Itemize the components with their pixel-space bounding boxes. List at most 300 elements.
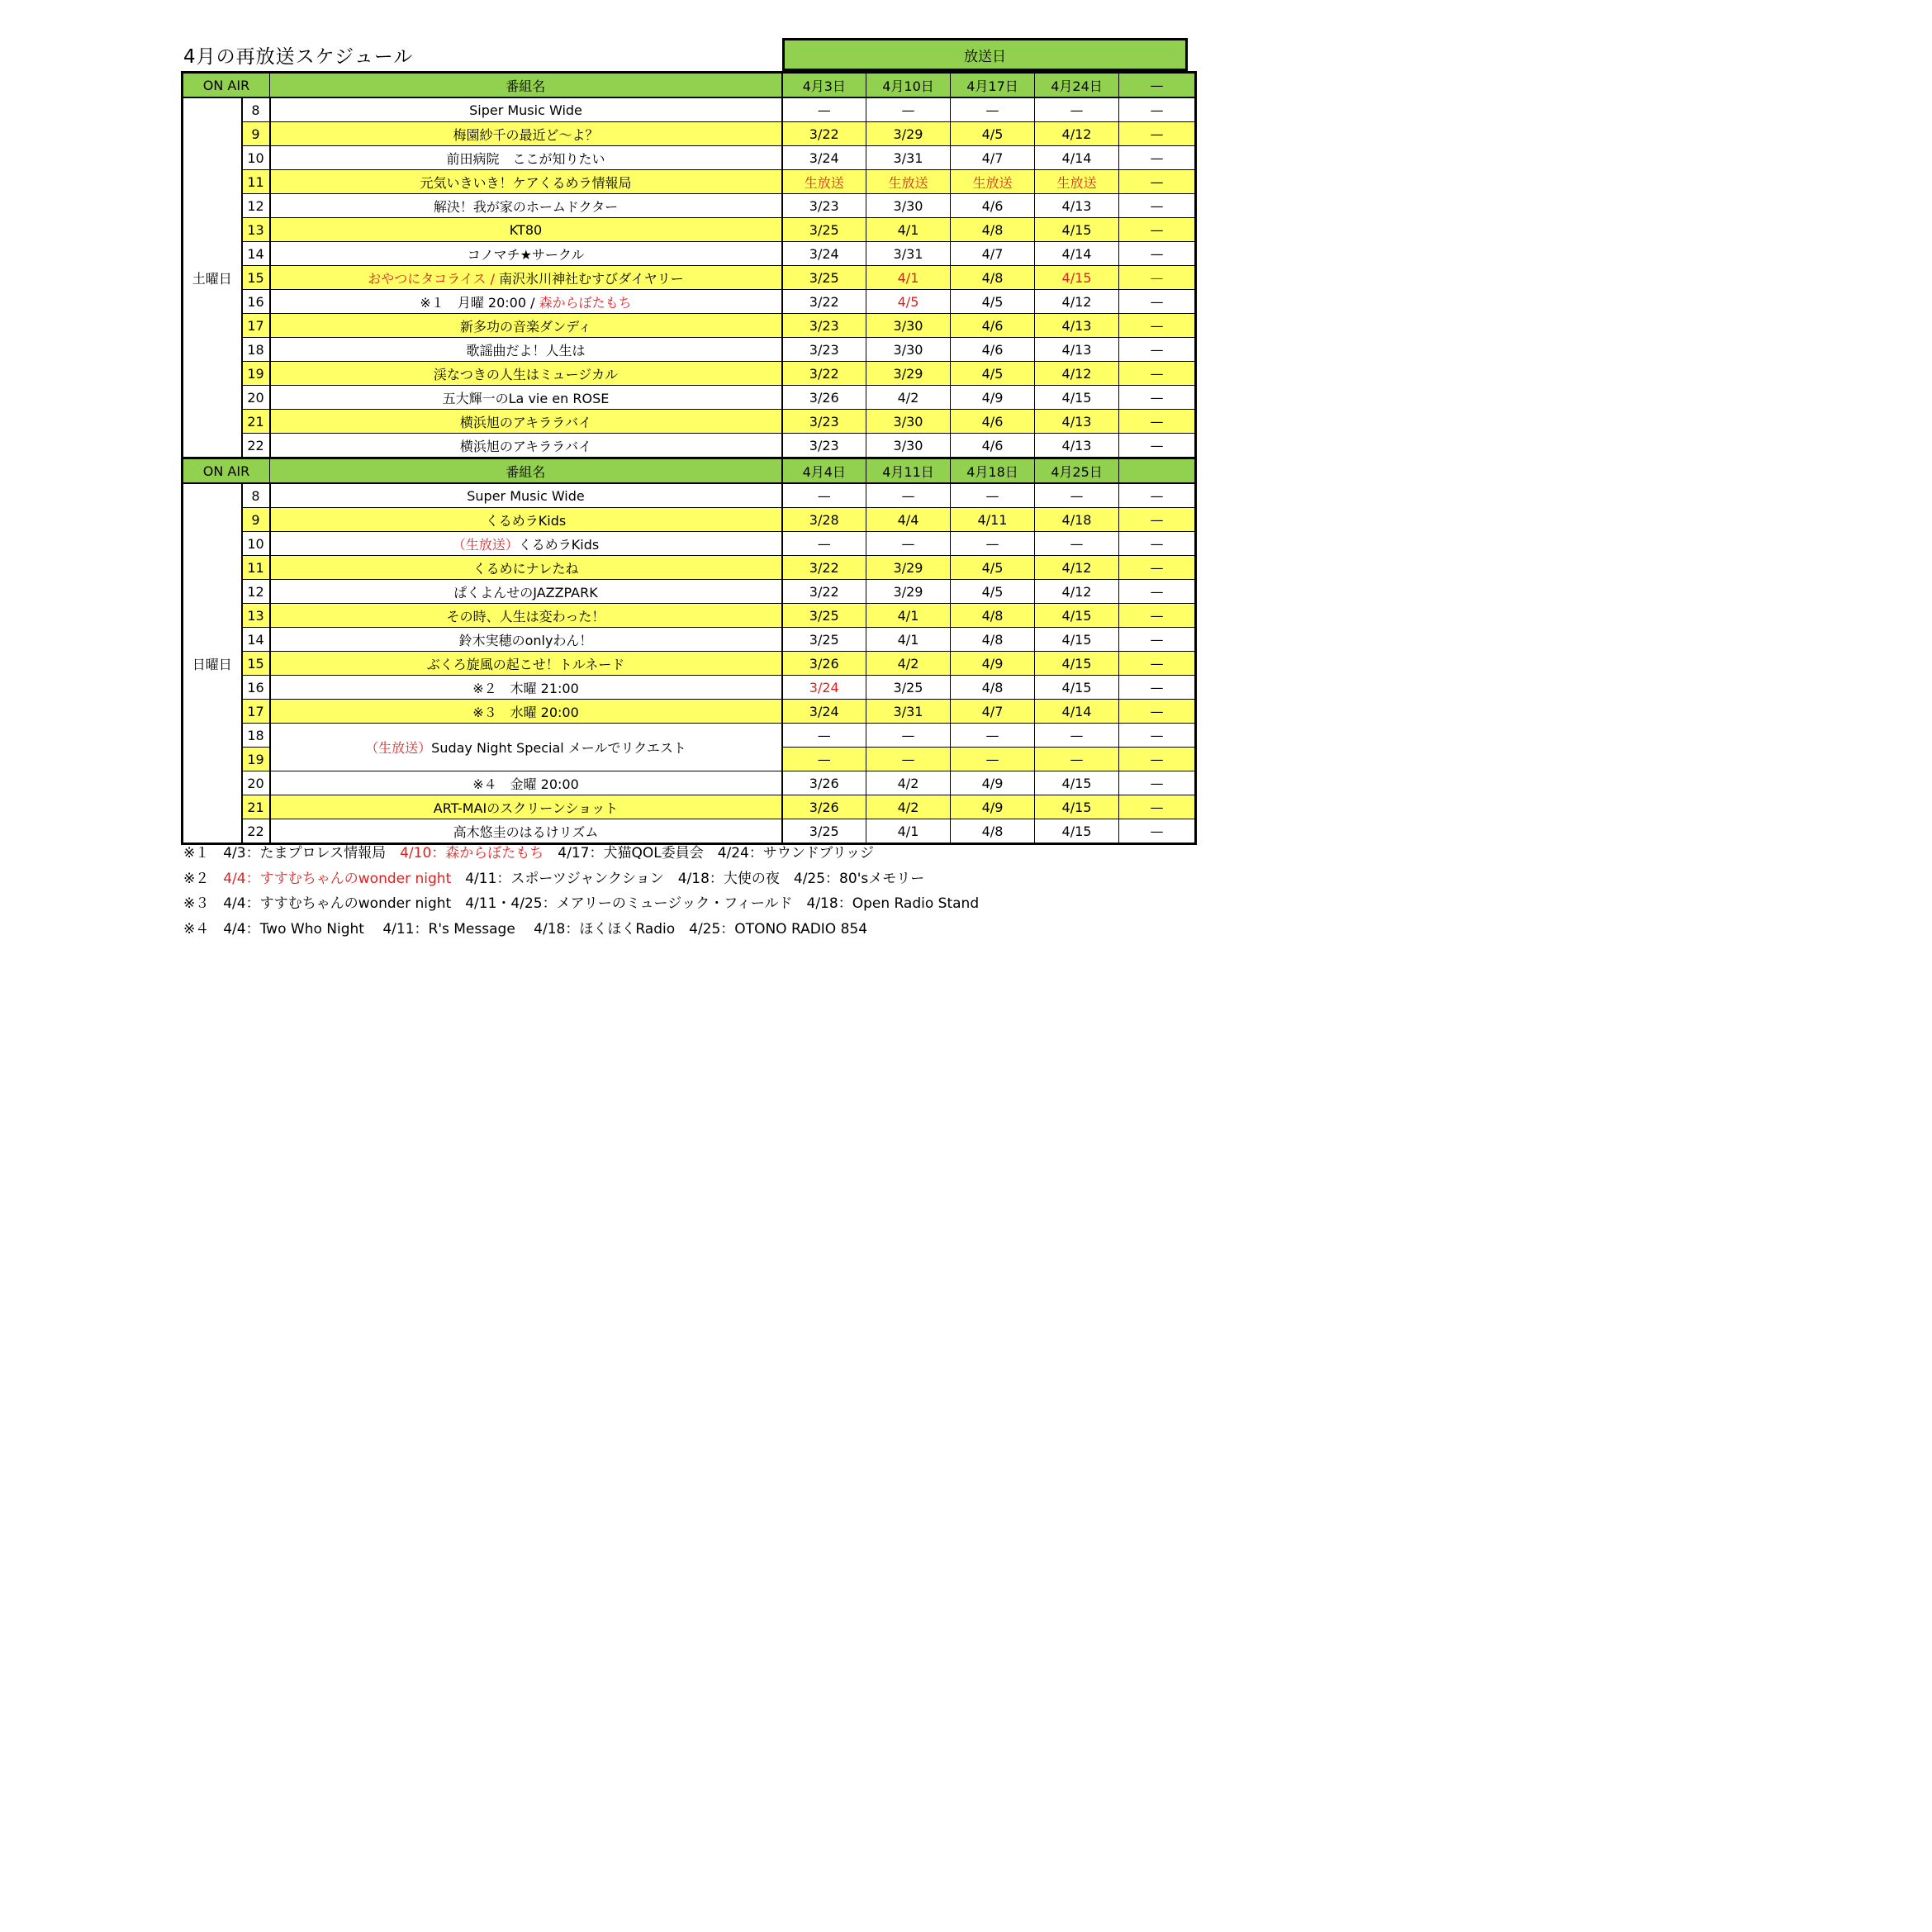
date-cell: — xyxy=(866,724,951,748)
program-text: 森からぼたもち xyxy=(539,294,632,311)
program-text: くるめラKids xyxy=(485,512,567,529)
date-cell: — xyxy=(1119,290,1196,314)
date-cell: 4/1 xyxy=(866,266,951,290)
date-cell: — xyxy=(1119,724,1196,748)
date-cell: 3/25 xyxy=(782,604,866,628)
date-cell: 4/6 xyxy=(951,434,1035,458)
time-cell: 9 xyxy=(242,122,270,146)
date-cell: — xyxy=(866,532,951,556)
date-cell: — xyxy=(1119,386,1196,410)
footnote-text: ※２ xyxy=(183,870,224,887)
date-header: 4月4日 xyxy=(782,458,866,484)
footnote-line xyxy=(183,866,979,892)
date-cell: 3/26 xyxy=(782,771,866,795)
program-cell xyxy=(270,556,782,580)
schedule-row xyxy=(183,362,1196,386)
date-cell: 生放送 xyxy=(951,170,1035,194)
date-cell: 3/25 xyxy=(866,676,951,700)
program-text: Siper Music Wide xyxy=(469,102,582,118)
date-cell: 3/22 xyxy=(782,362,866,386)
footnote-text: 4/10：森からぼたもち xyxy=(400,845,544,862)
schedule-row xyxy=(183,218,1196,242)
date-cell: — xyxy=(1035,532,1119,556)
date-cell: — xyxy=(951,724,1035,748)
date-cell: 4/2 xyxy=(866,771,951,795)
program-text: 横浜旭のアキララバイ xyxy=(459,414,592,430)
program-cell xyxy=(270,580,782,604)
date-cell: — xyxy=(1035,483,1119,508)
date-cell: 4/8 xyxy=(951,218,1035,242)
date-cell: 4/15 xyxy=(1035,386,1119,410)
time-cell: 14 xyxy=(242,628,270,652)
schedule-row xyxy=(183,146,1196,170)
date-cell: 4/5 xyxy=(951,290,1035,314)
date-cell: — xyxy=(782,724,866,748)
date-cell: — xyxy=(951,97,1035,122)
program-cell xyxy=(270,795,782,819)
time-cell: 17 xyxy=(242,314,270,338)
date-cell: 3/30 xyxy=(866,434,951,458)
program-cell xyxy=(270,314,782,338)
program-cell xyxy=(270,434,782,458)
date-cell: 3/24 xyxy=(782,700,866,724)
date-cell: 4/8 xyxy=(951,819,1035,844)
program-cell xyxy=(270,362,782,386)
date-cell: — xyxy=(1119,194,1196,218)
date-cell: 4/18 xyxy=(1035,508,1119,532)
date-cell: — xyxy=(1119,410,1196,434)
time-cell: 22 xyxy=(242,434,270,458)
date-cell: 3/31 xyxy=(866,242,951,266)
date-cell: — xyxy=(866,483,951,508)
schedule-row xyxy=(183,290,1196,314)
date-cell: 4/6 xyxy=(951,194,1035,218)
program-text: / xyxy=(486,270,500,287)
time-cell: 16 xyxy=(242,290,270,314)
schedule-row xyxy=(183,652,1196,676)
schedule-row xyxy=(183,170,1196,194)
date-cell: — xyxy=(1119,652,1196,676)
time-cell: 12 xyxy=(242,580,270,604)
date-cell: — xyxy=(1119,795,1196,819)
program-cell xyxy=(270,532,782,556)
program-text: 横浜旭のアキララバイ xyxy=(459,438,592,454)
time-cell: 17 xyxy=(242,700,270,724)
date-cell: 3/23 xyxy=(782,410,866,434)
schedule-row xyxy=(183,434,1196,458)
date-cell: — xyxy=(1119,170,1196,194)
program-cell xyxy=(270,628,782,652)
program-cell xyxy=(270,170,782,194)
footnote-text: ※１ 4/3：たまプロレス情報局 xyxy=(183,845,401,862)
schedule-row xyxy=(183,580,1196,604)
date-cell: 4/7 xyxy=(951,146,1035,170)
date-cell: 生放送 xyxy=(1035,170,1119,194)
time-cell: 13 xyxy=(242,218,270,242)
program-cell xyxy=(270,410,782,434)
date-cell: 3/26 xyxy=(782,652,866,676)
date-cell: 4/12 xyxy=(1035,122,1119,146)
program-cell xyxy=(270,218,782,242)
program-cell xyxy=(270,97,782,122)
program-text: その時、人生は変わった！ xyxy=(446,608,605,624)
time-cell: 20 xyxy=(242,771,270,795)
time-cell: 11 xyxy=(242,556,270,580)
date-cell: 3/23 xyxy=(782,338,866,362)
time-cell: 20 xyxy=(242,386,270,410)
date-cell: 4/1 xyxy=(866,604,951,628)
time-cell: 15 xyxy=(242,652,270,676)
schedule-table xyxy=(181,71,1197,845)
date-cell: 4/8 xyxy=(951,266,1035,290)
program-text: ぶくろ旋風の起こせ！トルネード xyxy=(426,656,625,672)
program-text: KT80 xyxy=(509,221,543,238)
date-cell: 4/5 xyxy=(951,362,1035,386)
date-cell: 3/24 xyxy=(782,146,866,170)
day-label: 日曜日 xyxy=(183,483,242,844)
program-cell xyxy=(270,604,782,628)
date-cell: 3/25 xyxy=(782,266,866,290)
program-cell xyxy=(270,819,782,844)
program-text: 渓なつきの人生はミュージカル xyxy=(433,366,619,382)
program-text: 高木悠圭のはるけリズム xyxy=(453,824,599,840)
date-cell: 4/9 xyxy=(951,386,1035,410)
footnote-text: 4/17：犬猫QOL委員会 4/24：サウンドブリッジ xyxy=(544,845,874,862)
date-cell: 4/15 xyxy=(1035,652,1119,676)
program-cell xyxy=(270,242,782,266)
date-cell: — xyxy=(1119,532,1196,556)
schedule-row xyxy=(183,819,1196,844)
date-cell: 3/25 xyxy=(782,218,866,242)
program-cell xyxy=(270,338,782,362)
schedule-row xyxy=(183,194,1196,218)
date-cell: 3/31 xyxy=(866,146,951,170)
time-cell: 22 xyxy=(242,819,270,844)
date-cell: 4/12 xyxy=(1035,556,1119,580)
program-text: ※４ 金曜 20:00 xyxy=(472,776,579,792)
schedule-row xyxy=(183,122,1196,146)
date-cell: 4/15 xyxy=(1035,771,1119,795)
date-cell: 3/24 xyxy=(782,676,866,700)
date-cell: 3/25 xyxy=(782,819,866,844)
date-cell: 3/26 xyxy=(782,386,866,410)
program-cell xyxy=(270,194,782,218)
date-cell: — xyxy=(1119,483,1196,508)
schedule-row xyxy=(183,700,1196,724)
date-cell: 3/30 xyxy=(866,194,951,218)
time-cell: 10 xyxy=(242,146,270,170)
date-cell: 4/13 xyxy=(1035,410,1119,434)
date-cell: — xyxy=(1119,580,1196,604)
schedule-row xyxy=(183,508,1196,532)
date-cell: — xyxy=(1119,338,1196,362)
schedule-row xyxy=(183,556,1196,580)
time-cell: 19 xyxy=(242,748,270,771)
date-cell: — xyxy=(1119,819,1196,844)
date-cell: 3/23 xyxy=(782,434,866,458)
program-text: ※１ 月曜 20:00 / xyxy=(420,294,539,311)
program-cell xyxy=(270,122,782,146)
date-cell: 4/6 xyxy=(951,410,1035,434)
page-title: 4月の再放送スケジュール xyxy=(183,46,414,68)
schedule-row xyxy=(183,266,1196,290)
date-cell: 4/14 xyxy=(1035,146,1119,170)
date-cell: 4/2 xyxy=(866,795,951,819)
program-text: 新多功の音楽ダンディ xyxy=(460,318,591,335)
time-cell: 14 xyxy=(242,242,270,266)
program-text: （生放送） xyxy=(365,740,432,756)
schedule-row xyxy=(183,314,1196,338)
date-cell: — xyxy=(1119,508,1196,532)
date-cell: 3/30 xyxy=(866,410,951,434)
date-cell: 3/30 xyxy=(866,338,951,362)
date-cell: 4/12 xyxy=(1035,580,1119,604)
program-text: 南沢氷川神社むすびダイヤリー xyxy=(499,270,684,287)
schedule-row xyxy=(183,97,1196,122)
date-cell: 3/31 xyxy=(866,700,951,724)
date-cell: 3/22 xyxy=(782,122,866,146)
program-text: （生放送） xyxy=(452,536,519,553)
time-cell: 15 xyxy=(242,266,270,290)
date-cell: 3/22 xyxy=(782,556,866,580)
date-cell: — xyxy=(951,748,1035,771)
schedule-row xyxy=(183,724,1196,748)
date-cell: — xyxy=(1119,242,1196,266)
date-cell: 3/29 xyxy=(866,556,951,580)
on-air-header: ON AIR xyxy=(183,73,270,98)
date-cell: 4/14 xyxy=(1035,700,1119,724)
date-cell: — xyxy=(866,97,951,122)
program-text: 元気いきいき！ケアくるめラ情報局 xyxy=(420,174,632,191)
date-cell: 4/1 xyxy=(866,218,951,242)
date-cell: 4/8 xyxy=(951,604,1035,628)
time-cell: 19 xyxy=(242,362,270,386)
schedule-row xyxy=(183,771,1196,795)
program-cell xyxy=(270,146,782,170)
schedule-row xyxy=(183,483,1196,508)
program-text: 梅園紗千の最近ど～よ？ xyxy=(453,126,599,143)
footnote-line xyxy=(183,841,979,866)
date-cell: 4/15 xyxy=(1035,795,1119,819)
program-cell xyxy=(270,508,782,532)
program-cell xyxy=(270,290,782,314)
date-cell: — xyxy=(1119,434,1196,458)
date-cell: — xyxy=(782,748,866,771)
footnote-text: 4/4：すすむちゃんのwonder night xyxy=(223,870,452,887)
date-header: 4月17日 xyxy=(951,73,1035,98)
date-cell: — xyxy=(1119,628,1196,652)
date-header: 4月24日 xyxy=(1035,73,1119,98)
schedule-row xyxy=(183,604,1196,628)
date-header: 4月11日 xyxy=(866,458,951,484)
time-cell: 10 xyxy=(242,532,270,556)
program-text: 前田病院 ここが知りたい xyxy=(446,150,605,167)
date-header: 4月18日 xyxy=(951,458,1035,484)
date-header: 4月3日 xyxy=(782,73,866,98)
time-cell: 11 xyxy=(242,170,270,194)
date-cell: 4/6 xyxy=(951,338,1035,362)
header-row xyxy=(183,458,1196,484)
date-cell: 3/25 xyxy=(782,628,866,652)
program-text: 解決！我が家のホームドクター xyxy=(433,198,619,215)
date-cell: 生放送 xyxy=(866,170,951,194)
footnote-text: 4/11：スポーツジャンクション 4/18：大使の夜 4/25：80'sメモリー xyxy=(451,870,925,887)
program-text: Suday Night Special メールでリクエスト xyxy=(431,740,686,756)
time-cell: 13 xyxy=(242,604,270,628)
date-cell: 生放送 xyxy=(782,170,866,194)
time-cell: 12 xyxy=(242,194,270,218)
schedule-row xyxy=(183,676,1196,700)
day-label: 土曜日 xyxy=(183,97,242,458)
date-cell: 4/12 xyxy=(1035,290,1119,314)
date-cell: 3/28 xyxy=(782,508,866,532)
program-cell xyxy=(270,771,782,795)
date-cell: — xyxy=(866,748,951,771)
footnote-line xyxy=(183,891,979,917)
time-cell: 18 xyxy=(242,338,270,362)
date-cell: 4/5 xyxy=(866,290,951,314)
schedule-row xyxy=(183,628,1196,652)
date-cell: 4/13 xyxy=(1035,314,1119,338)
date-cell: 4/2 xyxy=(866,386,951,410)
footnotes xyxy=(183,841,979,942)
date-cell: 4/15 xyxy=(1035,819,1119,844)
date-cell: 4/7 xyxy=(951,700,1035,724)
date-cell: — xyxy=(951,483,1035,508)
program-cell xyxy=(270,266,782,290)
date-cell: — xyxy=(1119,556,1196,580)
time-cell: 16 xyxy=(242,676,270,700)
footnote-line xyxy=(183,917,979,942)
date-cell: — xyxy=(1035,97,1119,122)
date-cell: — xyxy=(1119,604,1196,628)
time-cell: 21 xyxy=(242,795,270,819)
program-text: くるめラKids xyxy=(518,536,600,553)
header-row xyxy=(183,73,1196,98)
date-cell: 4/15 xyxy=(1035,266,1119,290)
date-cell: — xyxy=(951,532,1035,556)
program-cell xyxy=(270,676,782,700)
date-cell: — xyxy=(1119,314,1196,338)
date-cell: — xyxy=(1035,748,1119,771)
program-text: ぱくよんせのJAZZPARK xyxy=(453,584,598,600)
footnote-text: ※４ 4/4：Two Who Night 4/11：R's Message 4/18：ほくほくRadio 4/25：OTONO RADIO 854 xyxy=(183,920,868,938)
date-cell: 3/29 xyxy=(866,580,951,604)
date-cell: 4/13 xyxy=(1035,434,1119,458)
date-cell: — xyxy=(1119,218,1196,242)
program-text: 五大輝一のLa vie en ROSE xyxy=(442,390,610,406)
date-cell: 3/29 xyxy=(866,362,951,386)
program-cell xyxy=(270,386,782,410)
date-cell: — xyxy=(1119,266,1196,290)
date-cell: — xyxy=(782,97,866,122)
program-cell xyxy=(270,652,782,676)
program-text: おやつにタコライス xyxy=(368,270,487,287)
program-text: Super Music Wide xyxy=(467,487,585,504)
date-cell: — xyxy=(1119,362,1196,386)
program-cell xyxy=(270,724,782,771)
date-cell: 3/29 xyxy=(866,122,951,146)
date-cell: 4/11 xyxy=(951,508,1035,532)
date-cell: 4/15 xyxy=(1035,628,1119,652)
date-cell: 4/1 xyxy=(866,819,951,844)
schedule-row xyxy=(183,386,1196,410)
schedule-row xyxy=(183,532,1196,556)
date-cell: — xyxy=(1035,724,1119,748)
program-text: ※２ 木曜 21:00 xyxy=(472,680,579,696)
date-cell: 3/24 xyxy=(782,242,866,266)
schedule-row xyxy=(183,795,1196,819)
date-cell: 4/13 xyxy=(1035,194,1119,218)
date-cell: 4/9 xyxy=(951,771,1035,795)
date-header: 4月10日 xyxy=(866,73,951,98)
date-header: — xyxy=(1119,73,1196,98)
date-cell: 4/8 xyxy=(951,676,1035,700)
time-cell: 8 xyxy=(242,483,270,508)
date-cell: 4/14 xyxy=(1035,242,1119,266)
date-cell: — xyxy=(1119,748,1196,771)
program-cell xyxy=(270,700,782,724)
schedule-row xyxy=(183,410,1196,434)
date-header xyxy=(1119,458,1196,484)
schedule-sheet xyxy=(0,0,1365,966)
program-text: 鈴木実穂のonlyわん！ xyxy=(458,632,593,648)
date-cell: 3/22 xyxy=(782,580,866,604)
date-cell: 3/22 xyxy=(782,290,866,314)
time-cell: 18 xyxy=(242,724,270,748)
schedule-row xyxy=(183,242,1196,266)
program-text: ART-MAIのスクリーンショット xyxy=(433,800,619,816)
date-cell: — xyxy=(1119,676,1196,700)
date-header: 4月25日 xyxy=(1035,458,1119,484)
date-cell: 4/7 xyxy=(951,242,1035,266)
date-cell: 4/5 xyxy=(951,122,1035,146)
time-cell: 8 xyxy=(242,97,270,122)
date-cell: 3/23 xyxy=(782,194,866,218)
date-cell: 4/15 xyxy=(1035,218,1119,242)
date-cell: 4/5 xyxy=(951,556,1035,580)
program-text: コノマチ★サークル xyxy=(467,246,585,263)
date-cell: 3/26 xyxy=(782,795,866,819)
date-cell: 4/12 xyxy=(1035,362,1119,386)
date-cell: 4/4 xyxy=(866,508,951,532)
date-cell: 3/23 xyxy=(782,314,866,338)
date-cell: — xyxy=(782,532,866,556)
program-name-header: 番組名 xyxy=(270,458,782,484)
date-cell: — xyxy=(1119,97,1196,122)
date-cell: — xyxy=(1119,122,1196,146)
on-air-header: ON AIR xyxy=(183,458,270,484)
date-cell: 4/1 xyxy=(866,628,951,652)
date-cell: 4/6 xyxy=(951,314,1035,338)
date-cell: 4/8 xyxy=(951,628,1035,652)
date-cell: — xyxy=(782,483,866,508)
broadcast-date-header: 放送日 xyxy=(782,38,1188,71)
date-cell: 4/13 xyxy=(1035,338,1119,362)
schedule-row xyxy=(183,338,1196,362)
program-text: ※３ 水曜 20:00 xyxy=(472,704,579,720)
date-cell: — xyxy=(1119,700,1196,724)
program-text: くるめにナレたね xyxy=(472,560,579,577)
program-cell xyxy=(270,483,782,508)
date-cell: 4/15 xyxy=(1035,676,1119,700)
date-cell: 4/9 xyxy=(951,652,1035,676)
date-cell: 4/9 xyxy=(951,795,1035,819)
date-cell: 4/5 xyxy=(951,580,1035,604)
date-cell: — xyxy=(1119,146,1196,170)
footnote-text: ※３ 4/4：すすむちゃんのwonder night 4/11・4/25：メアリーのミュージック・フィールド 4/18：Open Radio Stand xyxy=(183,895,980,912)
time-cell: 21 xyxy=(242,410,270,434)
